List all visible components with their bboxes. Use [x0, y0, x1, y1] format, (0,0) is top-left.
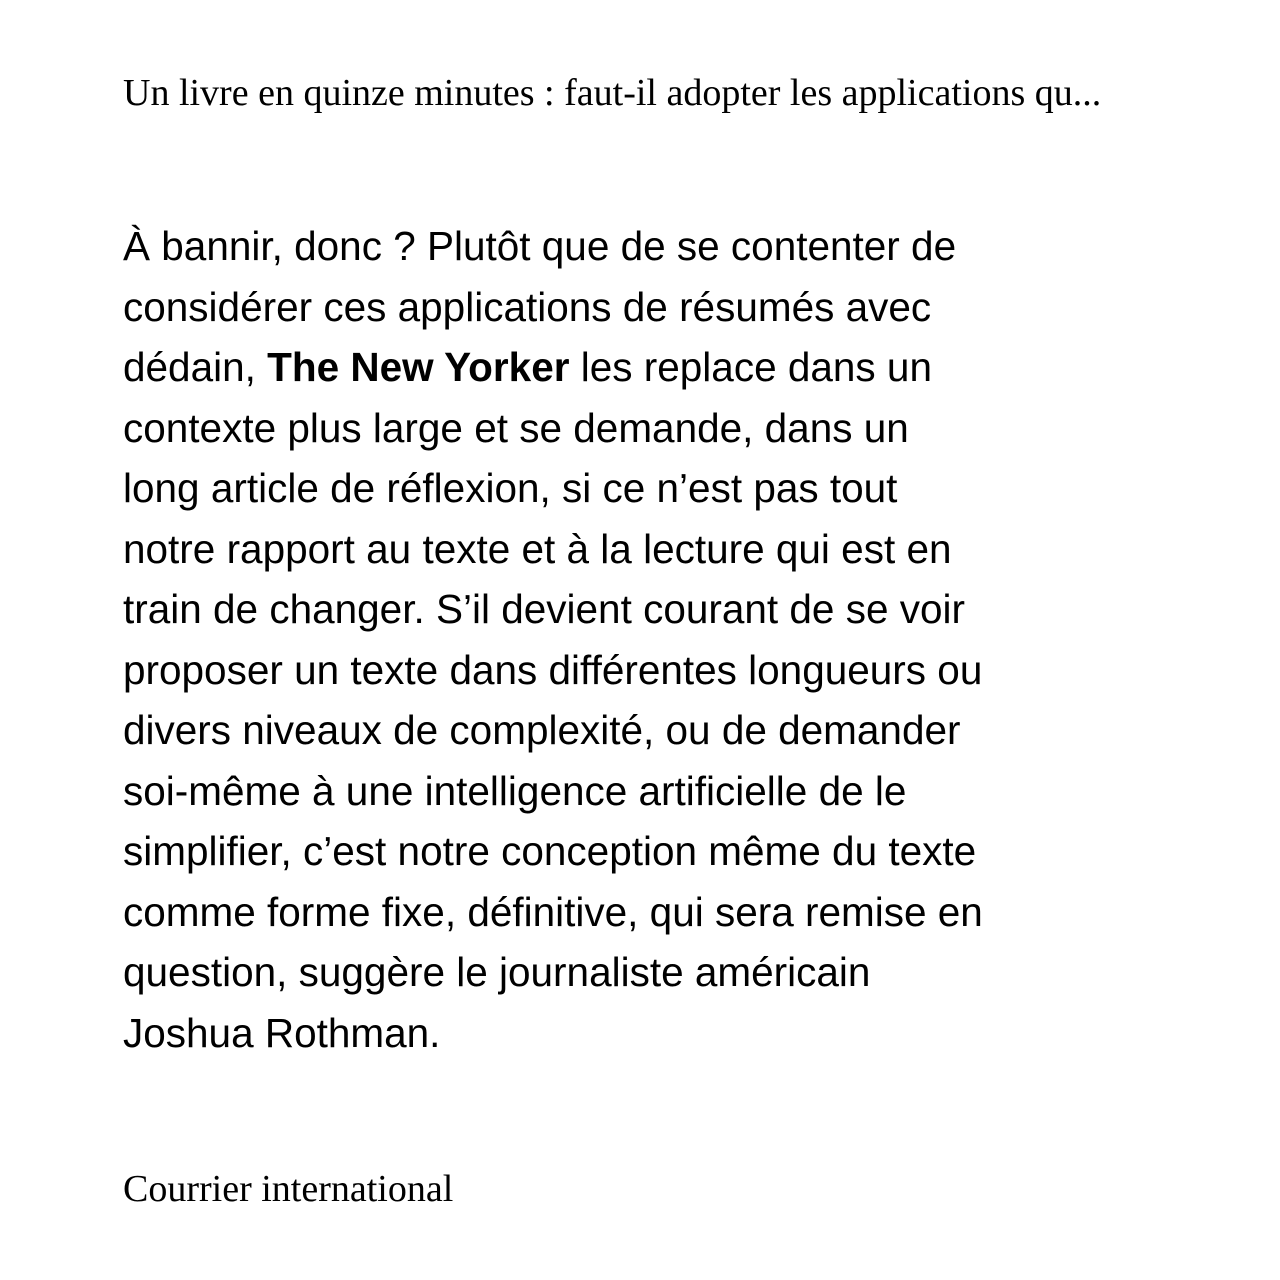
paragraph-text: les replace dans un [569, 344, 932, 390]
paragraph-line: simplifier, c’est notre conception même du texte [123, 828, 977, 874]
paragraph-line: long article de réflexion, si ce n’est pas tout [123, 465, 898, 511]
source-name: Courrier international [123, 1168, 454, 1210]
paragraph-line: soi-même à une intelligence artificielle de le [123, 767, 907, 814]
paragraph-line: proposer un texte dans différentes longueurs ou [123, 646, 983, 693]
article-title: Un livre en quinze minutes : faut-il adopter les applications qu... [123, 72, 1102, 114]
paragraph-line: question, suggère le journaliste américain [123, 949, 871, 995]
paragraph-line: train de changer. S’il devient courant de se voir [123, 586, 965, 632]
paragraph-line: Joshua Rothman. [123, 1009, 441, 1056]
paragraph-line: À bannir, donc ? Plutôt que de se contenter de [123, 223, 957, 269]
publication-name: The New Yorker [267, 344, 570, 390]
paragraph-line: notre rapport au texte et à la lecture qui est en [123, 525, 952, 572]
paragraph-line [123, 337, 1073, 398]
paragraph-line: divers niveaux de complexité, ou de demander [123, 707, 961, 753]
paragraph-text: dédain, [123, 344, 268, 390]
article-paragraph [123, 216, 1073, 1063]
paragraph-line: considérer ces applications de résumés avec [123, 283, 932, 330]
paragraph-line: contexte plus large et se demande, dans un [123, 404, 909, 451]
paragraph-line: comme forme fixe, définitive, qui sera remise en [123, 888, 983, 935]
